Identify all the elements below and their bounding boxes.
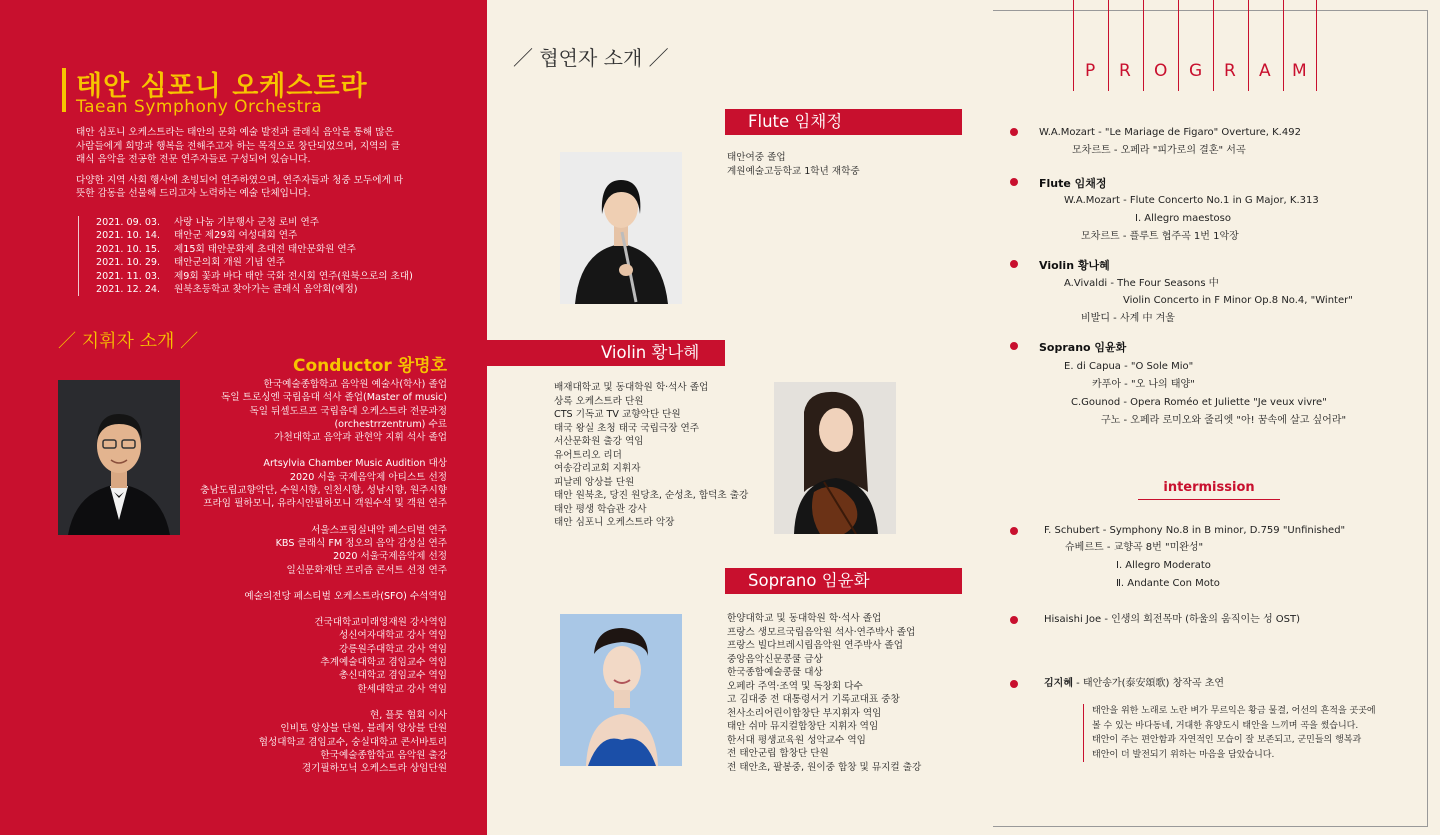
conductor-section-title: ／ 지휘자 소개 ／ bbox=[58, 331, 199, 352]
note-line: 태안을 위한 노래로 노란 벼가 무르익은 황금 물결, 어선의 흔적을 곳곳에 bbox=[1092, 706, 1376, 716]
bio-line: 강릉원주대학교 강사 역임 bbox=[338, 643, 447, 655]
note-line: 태안이 더 발전되기 위하는 마음을 담았습니다. bbox=[1092, 749, 1275, 760]
flute-player-photo bbox=[560, 152, 682, 304]
program-line: Ⅱ. Andante Con Moto bbox=[1116, 578, 1220, 589]
bio-line: 태안 심포니 오케스트라 악장 bbox=[554, 517, 675, 528]
program-letter: M bbox=[1292, 61, 1307, 81]
program-bullet bbox=[1010, 128, 1018, 136]
bio-line: 예술의전당 페스티벌 오케스트라(SFO) 수석역임 bbox=[244, 590, 447, 602]
bio-line: 한서대 평생교육원 성악교수 역임 bbox=[727, 734, 866, 746]
bio-line: 충남도립교향악단, 수원시향, 인천시향, 성남시향, 원주시향 bbox=[200, 485, 447, 497]
bio-line: 여송감리교회 지휘자 bbox=[554, 463, 641, 474]
program-divider bbox=[1248, 0, 1249, 91]
composer-note-box bbox=[1083, 704, 1402, 762]
program-line: 모차르트 - 플루트 협주곡 1번 1악장 bbox=[1081, 231, 1239, 242]
program-letter: O bbox=[1154, 61, 1168, 81]
program-line: 비발디 - 사계 中 겨울 bbox=[1081, 313, 1175, 324]
program-bullet bbox=[1010, 616, 1018, 624]
soprano-label: Soprano 임윤화 bbox=[748, 571, 870, 590]
soprano-photo bbox=[560, 614, 682, 766]
history-event: 원북초등학교 찾아가는 클래식 음악회(예정) bbox=[174, 284, 358, 296]
bio-line: 경기필하모닉 오케스트라 상임단원 bbox=[301, 763, 447, 775]
bio-line: CTS 기독교 TV 교향악단 단원 bbox=[554, 409, 681, 420]
bio-line: 협성대학교 겸임교수, 숭실대학교 콘서바토리 bbox=[258, 736, 447, 748]
violin-label: Violin 황나혜 bbox=[601, 343, 700, 362]
program-divider bbox=[1143, 0, 1144, 91]
bio-line: 고 김대중 전 대통령서거 기록교대표 중창 bbox=[727, 694, 900, 705]
bio-line: 오페라 주역·조역 및 독창회 다수 bbox=[727, 680, 863, 692]
bio-line: 태국 왕실 초청 태국 국립극장 연주 bbox=[554, 422, 699, 434]
history-date: 2021. 10. 14. bbox=[96, 230, 161, 242]
history-date: 2021. 12. 24. bbox=[96, 284, 161, 296]
collab-section-title: ／ 협연자 소개 ／ bbox=[513, 46, 669, 70]
violin-player-photo bbox=[774, 382, 896, 534]
history-event: 제15회 태안문화제 초대전 태안문화원 연주 bbox=[174, 243, 356, 255]
program-line: 카푸아 - "오 나의 태양" bbox=[1092, 379, 1195, 390]
bio-line: 서울스프링실내악 페스티벌 연주 bbox=[311, 524, 447, 536]
history-date: 2021. 10. 29. bbox=[96, 257, 161, 269]
bio-line: Artsylvia Chamber Music Audition 대상 bbox=[263, 458, 447, 470]
history-item bbox=[96, 216, 413, 229]
program-line: Violin Concerto in F Minor Op.8 No.4, "Winter" bbox=[1123, 295, 1353, 306]
bio-line: 인비토 앙상블 단원, 블레저 앙상블 단원 bbox=[280, 723, 447, 735]
conductor-name: Conductor 왕명호 bbox=[293, 356, 447, 376]
orchestra-panel bbox=[0, 0, 487, 835]
intro-paragraph: 다양한 지역 사회 행사에 초빙되어 연주하였으며, 연주자들과 청중 모두에게 따뜻한 감동을 선물해 드리고자 노력하는 예술 단체입니다. bbox=[76, 174, 404, 200]
bio-line: 추계예술대학교 겸임교수 역임 bbox=[320, 657, 447, 669]
note-line: 태안이 주는 편안함과 자연적인 모습이 잘 보존되고, 군민들의 행복과 bbox=[1092, 735, 1362, 745]
program-line: Ⅰ. Allegro maestoso bbox=[1135, 213, 1231, 224]
bio-line: 태안 쉬마 뮤지컬합창단 지휘자 역임 bbox=[727, 721, 879, 732]
program-line: 슈베르트 - 교향곡 8번 "미완성" bbox=[1065, 542, 1204, 553]
title-accent-bar bbox=[62, 68, 66, 112]
bio-line: 프랑스 생모르국립음악원 석사·연주박사 졸업 bbox=[727, 626, 916, 638]
history-date: 2021. 09. 03. bbox=[96, 217, 161, 228]
flute-label: Flute 임채정 bbox=[748, 112, 843, 131]
program-divider bbox=[1316, 0, 1317, 91]
bio-line: 배재대학교 및 동대학원 학·석사 졸업 bbox=[554, 382, 709, 393]
program-line: A.Vivaldi - The Four Seasons 中 bbox=[1064, 278, 1219, 289]
history-list bbox=[78, 216, 413, 296]
intermission-label: intermission bbox=[1138, 480, 1280, 500]
program-performer: Soprano 임윤화 bbox=[1039, 341, 1127, 354]
program-line: Hisaishi Joe - 인생의 회전목마 (하울의 움직이는 성 OST) bbox=[1044, 614, 1301, 625]
flute-label-bar bbox=[725, 109, 962, 135]
history-date: 2021. 11. 03. bbox=[96, 270, 161, 282]
intro-paragraph: 태안 심포니 오케스트라는 태안의 문화 예술 발전과 클래식 음악을 통해 많은 사람들에게 희망과 행복을 전해주고자 하는 목적으로 창단되었으며, 지역의 클래식 음악을 전공한 전문 연주자들로 구성되어 있습니다. bbox=[76, 127, 401, 166]
program-bullet bbox=[1010, 342, 1018, 350]
program-performer: Flute 임채정 bbox=[1039, 177, 1107, 190]
bio-line: 계원예술고등학교 1학년 재학중 bbox=[727, 165, 860, 177]
program-line: 구노 - 오페라 로미오와 줄리엣 "아! 꿈속에 살고 싶어라" bbox=[1101, 415, 1347, 426]
program-bullet bbox=[1010, 527, 1018, 535]
bio-line: 피날레 앙상블 단원 bbox=[554, 476, 635, 488]
program-letter: G bbox=[1189, 61, 1203, 81]
flute-bio bbox=[727, 151, 860, 178]
bio-line: 한국종합예술콩쿨 대상 bbox=[727, 667, 823, 678]
program-divider bbox=[1073, 0, 1074, 91]
bio-line: 서산문화원 출강 역임 bbox=[554, 436, 644, 447]
orchestra-title-ko: 태안 심포니 오케스트라 bbox=[76, 71, 368, 102]
program-bullet bbox=[1010, 680, 1018, 688]
history-item bbox=[96, 243, 413, 256]
program-letter: A bbox=[1259, 61, 1271, 81]
bio-line: 상록 오케스트라 단원 bbox=[554, 395, 644, 407]
bio-line: 현, 플룻 협회 이사 bbox=[369, 709, 447, 721]
bio-line: 전 태안군립 합창단 단원 bbox=[727, 748, 829, 759]
bio-line: 독일 트로싱엔 국립음대 석사 졸업(Master of music) bbox=[221, 392, 447, 404]
bio-line: 2020 서울 국제음악제 아티스트 선정 bbox=[289, 471, 447, 483]
history-item bbox=[96, 270, 413, 283]
program-divider bbox=[1108, 0, 1109, 91]
program-performer: Violin 황나혜 bbox=[1039, 259, 1110, 272]
program-line: F. Schubert - Symphony No.8 in B minor, D.759 "Unfinished" bbox=[1044, 525, 1346, 536]
history-item bbox=[96, 229, 413, 242]
program-line: W.A.Mozart - "Le Mariage de Figaro" Overture, K.492 bbox=[1039, 127, 1301, 138]
bio-line: 건국대학교미래영재원 강사역임 bbox=[314, 617, 447, 629]
bio-line: 한국예술종합학교 음악원 예술사(학사) 졸업 bbox=[263, 379, 447, 390]
violin-bio bbox=[554, 381, 748, 530]
conductor-bio bbox=[147, 378, 447, 775]
program-line bbox=[1044, 677, 1224, 691]
history-event: 태안군 제29회 여성대회 연주 bbox=[174, 230, 298, 242]
bio-line: (orchestrrzentrum) 수료 bbox=[334, 418, 447, 430]
bio-line: 한세대학교 강사 역임 bbox=[357, 683, 447, 695]
bio-line: 일신문화재단 프리즘 콘서트 선정 연주 bbox=[286, 564, 447, 576]
bio-line: 한국예술종합학교 음악원 출강 bbox=[320, 749, 447, 761]
bio-line: 한양대학교 및 동대학원 학·석사 졸업 bbox=[727, 613, 882, 624]
program-bullet bbox=[1010, 260, 1018, 268]
composer-name: 김지혜 bbox=[1044, 678, 1073, 689]
history-event: 사랑 나눔 기부행사 군청 로비 연주 bbox=[174, 217, 319, 228]
bio-line: 총신대학교 겸임교수 역임 bbox=[338, 670, 447, 682]
bio-line: 프랑스 빌다브레시립음악원 연주박사 졸업 bbox=[727, 640, 903, 651]
bio-line: 2020 서울국제음악제 선정 bbox=[333, 551, 447, 563]
history-item bbox=[96, 283, 413, 296]
bio-line: 프라임 필하모니, 유라시안필하모니 객원수석 및 객원 연주 bbox=[203, 498, 447, 510]
soprano-label-bar bbox=[725, 568, 962, 594]
program-line: C.Gounod - Opera Roméo et Juliette "Je veux vivre" bbox=[1071, 397, 1327, 408]
history-item bbox=[96, 256, 413, 269]
bio-line: 태안여중 졸업 bbox=[727, 152, 786, 163]
bio-line: 태안 원북초, 당진 원당초, 순성초, 합덕초 출강 bbox=[554, 490, 749, 501]
orchestra-title-en: Taean Symphony Orchestra bbox=[76, 97, 323, 117]
program-divider bbox=[1213, 0, 1214, 91]
program-line: 모차르트 - 오페라 "피가로의 결혼" 서곡 bbox=[1072, 145, 1246, 156]
bio-line: KBS 클래식 FM 정오의 음악 감성실 연주 bbox=[275, 537, 447, 549]
violin-label-bar bbox=[487, 340, 725, 366]
program-line: W.A.Mozart - Flute Concerto No.1 in G Major, K.313 bbox=[1064, 195, 1319, 206]
note-line: 볼 수 있는 바다동네, 거대한 휴양도시 태안을 느끼며 곡을 썼습니다. bbox=[1092, 720, 1359, 731]
program-letter: P bbox=[1085, 61, 1096, 81]
history-event: 태안군의회 개원 기념 연주 bbox=[174, 257, 286, 269]
bio-line: 유어트리오 리더 bbox=[554, 449, 622, 461]
composer-work: - 태안송가(泰安頌歌) 창작곡 초연 bbox=[1072, 678, 1225, 689]
soprano-bio bbox=[727, 612, 921, 774]
program-divider bbox=[1283, 0, 1284, 91]
bio-line: 전 태안초, 팔봉중, 원이중 합창 및 뮤지컬 출강 bbox=[727, 761, 922, 773]
bio-line: 천사소리어린이합창단 부지휘자 역임 bbox=[727, 707, 882, 719]
program-letter: R bbox=[1119, 61, 1131, 81]
history-date: 2021. 10. 15. bbox=[96, 243, 161, 255]
bio-line: 독일 뒤셀도르프 국립음대 오케스트라 전문과정 bbox=[249, 405, 447, 417]
history-event: 제9회 꽃과 바다 태안 국화 전시회 연주(원북으로의 초대) bbox=[174, 270, 413, 282]
bio-line: 성신여자대학교 강사 역임 bbox=[338, 630, 447, 642]
program-line: E. di Capua - "O Sole Mio" bbox=[1064, 361, 1194, 372]
program-bullet bbox=[1010, 178, 1018, 186]
bio-line: 중앙음악신문콩쿨 금상 bbox=[727, 653, 823, 665]
bio-line: 가천대학교 음악과 관현악 지휘 석사 졸업 bbox=[274, 432, 447, 444]
bio-line: 태안 평생 학습관 강사 bbox=[554, 503, 647, 515]
program-letter: R bbox=[1224, 61, 1236, 81]
orchestra-intro bbox=[76, 126, 406, 208]
program-divider bbox=[1178, 0, 1179, 91]
program-line: Ⅰ. Allegro Moderato bbox=[1116, 560, 1211, 571]
